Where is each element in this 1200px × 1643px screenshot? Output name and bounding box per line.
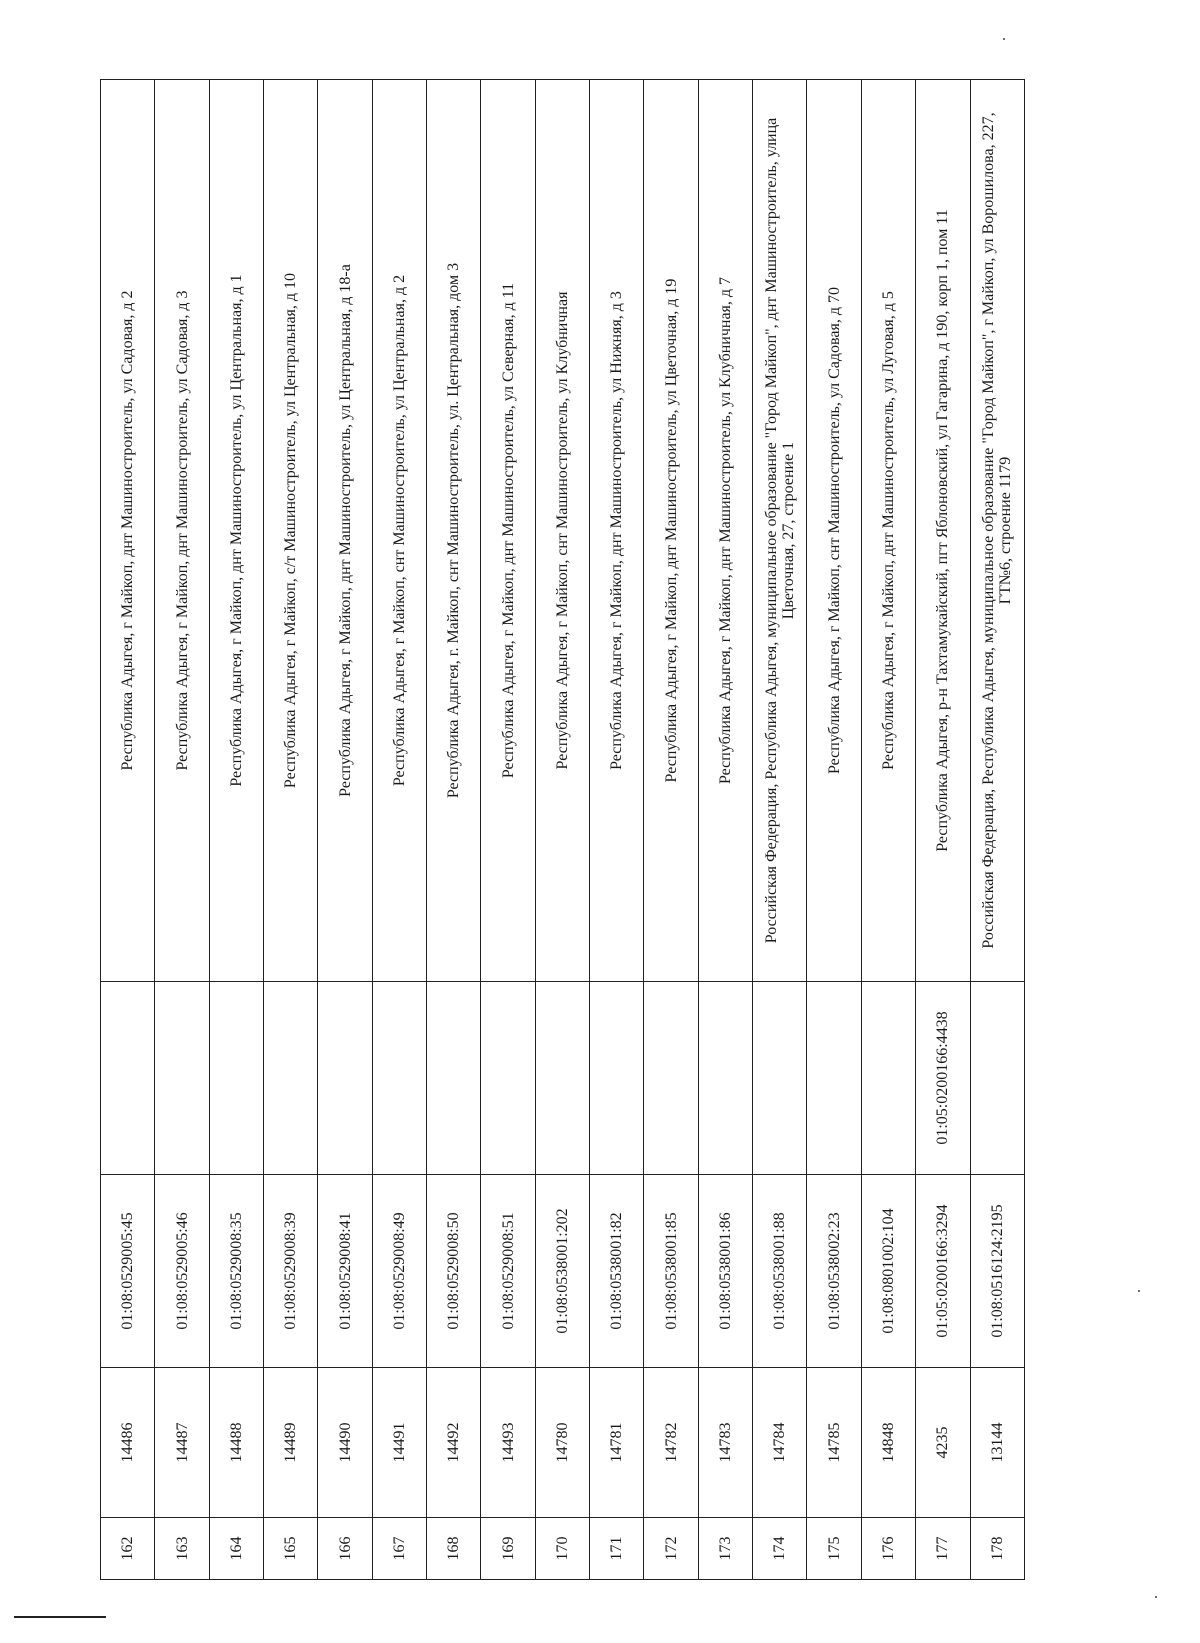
record-id-cell: 14486 — [101, 1368, 155, 1518]
registry-table-body — [101, 80, 1025, 1580]
address-cell: Республика Адыгея, г Майкоп, снт Машиностроитель, ул Клубничная — [535, 80, 589, 982]
table-row — [318, 80, 372, 1580]
record-id-cell: 14489 — [264, 1368, 318, 1518]
table-row — [101, 80, 155, 1580]
row-number-cell: 178 — [970, 1518, 1025, 1580]
address-cell: Республика Адыгея, р-н Тахтамукайский, пгт Яблоновский, ул Гагарина, д 190, корп 1, пом 11 — [916, 80, 970, 982]
table-row — [807, 80, 861, 1580]
record-id-cell: 14487 — [155, 1368, 209, 1518]
table-row — [698, 80, 752, 1580]
cadastral-number-cell: 01:08:0516124:2195 — [970, 1175, 1025, 1368]
linked-cadastral-number-cell — [264, 982, 318, 1175]
address-cell: Республика Адыгея, г Майкоп, днт Машиностроитель, ул Центральная, д 1 — [209, 80, 263, 982]
table-row — [753, 80, 807, 1580]
table-row — [970, 80, 1025, 1580]
record-id-cell: 14784 — [753, 1368, 807, 1518]
address-cell: Республика Адыгея, г Майкоп, днт Машиностроитель, ул Луговая, д 5 — [861, 80, 915, 982]
linked-cadastral-number-cell — [481, 982, 535, 1175]
cadastral-number-cell: 01:08:0529008:39 — [264, 1175, 318, 1368]
address-cell: Республика Адыгея, г Майкоп, днт Машиностроитель, ул Цветочная, д 19 — [644, 80, 698, 982]
row-number-cell: 169 — [481, 1518, 535, 1580]
scan-speck — [1138, 1290, 1140, 1292]
record-id-cell: 14493 — [481, 1368, 535, 1518]
registry-table — [100, 79, 1025, 1580]
record-id-cell: 14848 — [861, 1368, 915, 1518]
record-id-cell: 14783 — [698, 1368, 752, 1518]
address-cell: Республика Адыгея, г Майкоп, днт Машиностроитель, ул Центральная, д 18-а — [318, 80, 372, 982]
row-number-cell: 164 — [209, 1518, 263, 1580]
row-number-cell: 176 — [861, 1518, 915, 1580]
row-number-cell: 174 — [753, 1518, 807, 1580]
address-cell: Республика Адыгея, г Майкоп, днт Машиностроитель, ул Северная, д 11 — [481, 80, 535, 982]
linked-cadastral-number-cell — [807, 982, 861, 1175]
linked-cadastral-number-cell — [698, 982, 752, 1175]
linked-cadastral-number-cell — [155, 982, 209, 1175]
table-row — [861, 80, 915, 1580]
table-row — [372, 80, 426, 1580]
address-cell: Республика Адыгея, г Майкоп, снт Машиностроитель, ул Центральная, д 2 — [372, 80, 426, 982]
linked-cadastral-number-cell — [535, 982, 589, 1175]
record-id-cell: 14491 — [372, 1368, 426, 1518]
address-cell: Российская Федерация, Республика Адыгея, муниципальное образование "Город Майкоп", г Майкоп, ул Ворошилова, 227, ГТ№6, строение 1179 — [970, 80, 1025, 982]
row-number-cell: 170 — [535, 1518, 589, 1580]
linked-cadastral-number-cell — [101, 982, 155, 1175]
table-row — [590, 80, 644, 1580]
cadastral-number-cell: 01:08:0529008:51 — [481, 1175, 535, 1368]
linked-cadastral-number-cell — [644, 982, 698, 1175]
cadastral-number-cell: 01:08:0538001:202 — [535, 1175, 589, 1368]
row-number-cell: 175 — [807, 1518, 861, 1580]
row-number-cell: 172 — [644, 1518, 698, 1580]
record-id-cell: 14781 — [590, 1368, 644, 1518]
linked-cadastral-number-cell — [318, 982, 372, 1175]
linked-cadastral-number-cell — [970, 982, 1025, 1175]
address-cell: Республика Адыгея, г Майкоп, снт Машиностроитель, ул Садовая, д 70 — [807, 80, 861, 982]
row-number-cell: 165 — [264, 1518, 318, 1580]
cadastral-number-cell: 01:08:0529005:45 — [101, 1175, 155, 1368]
record-id-cell: 14780 — [535, 1368, 589, 1518]
cadastral-number-cell: 01:08:0538001:86 — [698, 1175, 752, 1368]
table-row — [155, 80, 209, 1580]
row-number-cell: 163 — [155, 1518, 209, 1580]
linked-cadastral-number-cell — [753, 982, 807, 1175]
table-row — [427, 80, 481, 1580]
record-id-cell: 14782 — [644, 1368, 698, 1518]
scan-speck — [1003, 38, 1005, 40]
record-id-cell: 13144 — [970, 1368, 1025, 1518]
cadastral-number-cell: 01:08:0529008:49 — [372, 1175, 426, 1368]
row-number-cell: 177 — [916, 1518, 970, 1580]
cadastral-number-cell: 01:08:0529008:35 — [209, 1175, 263, 1368]
table-row — [916, 80, 970, 1580]
linked-cadastral-number-cell — [590, 982, 644, 1175]
linked-cadastral-number-cell — [861, 982, 915, 1175]
record-id-cell: 14490 — [318, 1368, 372, 1518]
record-id-cell: 4235 — [916, 1368, 970, 1518]
record-id-cell: 14492 — [427, 1368, 481, 1518]
cadastral-number-cell: 01:08:0538002:23 — [807, 1175, 861, 1368]
linked-cadastral-number-cell — [209, 982, 263, 1175]
linked-cadastral-number-cell — [427, 982, 481, 1175]
linked-cadastral-number-cell — [372, 982, 426, 1175]
address-cell: Республика Адыгея, г Майкоп, днт Машиностроитель, ул Нижняя, д 3 — [590, 80, 644, 982]
scan-edge-line — [14, 1616, 106, 1618]
row-number-cell: 168 — [427, 1518, 481, 1580]
cadastral-number-cell: 01:05:0200166:3294 — [916, 1175, 970, 1368]
address-cell: Республика Адыгея, г Майкоп, днт Машиностроитель, ул Садовая, д 3 — [155, 80, 209, 982]
cadastral-number-cell: 01:08:0538001:88 — [753, 1175, 807, 1368]
cadastral-number-cell: 01:08:0529008:50 — [427, 1175, 481, 1368]
table-row — [535, 80, 589, 1580]
row-number-cell: 162 — [101, 1518, 155, 1580]
linked-cadastral-number-cell: 01:05:0200166:4438 — [916, 982, 970, 1175]
address-cell: Республика Адыгея, г Майкоп, днт Машиностроитель, ул Клубничная, д 7 — [698, 80, 752, 982]
cadastral-number-cell: 01:08:0529008:41 — [318, 1175, 372, 1368]
table-row — [209, 80, 263, 1580]
address-cell: Республика Адыгея, г. Майкоп, снт Машиностроитель, ул. Центральная, дом 3 — [427, 80, 481, 982]
scan-speck — [1155, 1596, 1157, 1598]
record-id-cell: 14488 — [209, 1368, 263, 1518]
cadastral-number-cell: 01:08:0801002:104 — [861, 1175, 915, 1368]
record-id-cell: 14785 — [807, 1368, 861, 1518]
row-number-cell: 173 — [698, 1518, 752, 1580]
address-cell: Республика Адыгея, г Майкоп, с/т Машиностроитель, ул Центральная, д 10 — [264, 80, 318, 982]
cadastral-number-cell: 01:08:0538001:82 — [590, 1175, 644, 1368]
table-row — [264, 80, 318, 1580]
cadastral-number-cell: 01:08:0529005:46 — [155, 1175, 209, 1368]
address-cell: Республика Адыгея, г Майкоп, днт Машиностроитель, ул Садовая, д 2 — [101, 80, 155, 982]
table-row — [644, 80, 698, 1580]
row-number-cell: 167 — [372, 1518, 426, 1580]
row-number-cell: 166 — [318, 1518, 372, 1580]
address-cell: Российская Федерация, Республика Адыгея, муниципальное образование "Город Майкоп", днт Машиностроитель, улица Цветочная, 27, строение 1 — [753, 80, 807, 982]
row-number-cell: 171 — [590, 1518, 644, 1580]
registry-table-rotated — [100, 80, 1025, 1580]
table-row — [481, 80, 535, 1580]
cadastral-number-cell: 01:08:0538001:85 — [644, 1175, 698, 1368]
